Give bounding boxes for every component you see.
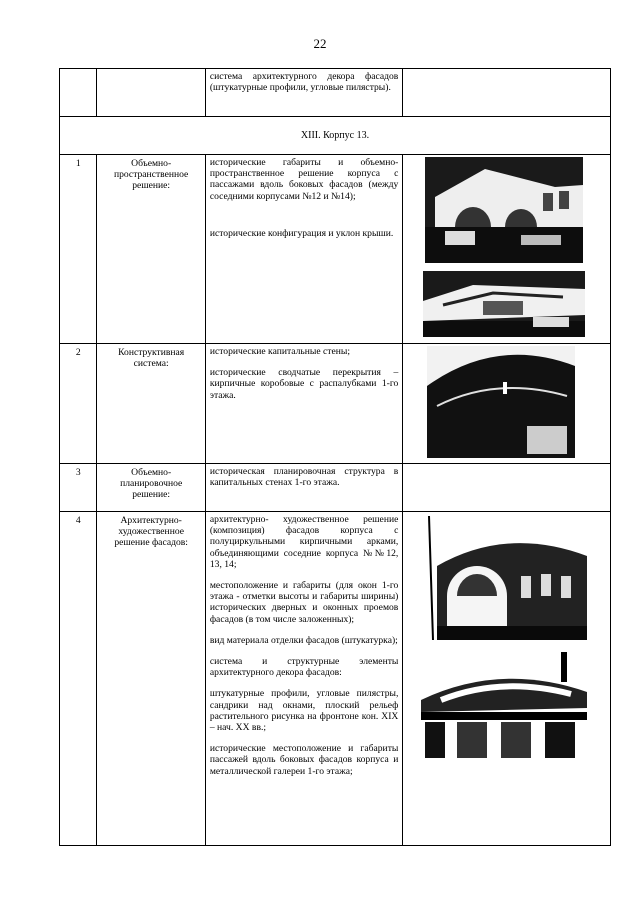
row-text [205, 464, 403, 512]
protection-table [59, 68, 611, 846]
cell-photo [403, 69, 611, 117]
row-number: 2 [60, 344, 97, 464]
row-photos [403, 344, 611, 464]
row-number: 1 [60, 155, 97, 344]
row-paragraph: исторические габариты и объемно-пространственное решение корпуса с пассажами вдоль боковых фасадов (между соседними корпусами №12 и №14); [209, 157, 399, 202]
cell-text [205, 69, 403, 117]
row-text [205, 155, 403, 344]
row-number: 3 [60, 464, 97, 512]
cell-photo [403, 464, 611, 512]
row-paragraph: исторические капитальные стены; [209, 346, 350, 357]
page-number: 22 [313, 36, 327, 51]
table-row [60, 512, 611, 846]
table-row [60, 155, 611, 344]
row-paragraph: архитектурно- художественное решение (композиция) фасадов корпуса с полуциркульными кирпичными арками, объединяющими соседние корпуса №№12, 13, 14; [209, 514, 399, 570]
continuation-text: система архитектурного декора фасадов (штукатурные профили, угловые пилястры). [209, 71, 399, 94]
row-paragraph: исторические сводчатые перекрытия – кирпичные коробовые с распалубками 1-го этажа. [209, 367, 399, 401]
row-number: 4 [60, 512, 97, 846]
row-text [205, 512, 403, 846]
section-header-row [60, 117, 611, 155]
building-photo [425, 157, 583, 263]
row-paragraph: исторические конфигурация и уклон крыши. [209, 227, 394, 239]
table-row-continuation [60, 69, 611, 117]
row-text [205, 344, 403, 464]
row-element-name: Архитектурно-художественное решение фасадов: [97, 512, 205, 846]
row-paragraph: вид материала отделки фасадов (штукатурка); [209, 634, 398, 646]
table-row [60, 464, 611, 512]
row-paragraph: историческая планировочная структура в капитальных стенах 1-го этажа. [209, 466, 399, 489]
table-row [60, 344, 611, 464]
row-photos [403, 155, 611, 344]
row-paragraph: исторические местоположение и габариты пассажей вдоль боковых фасадов корпуса и металлической галереи 1-го этажа; [209, 743, 399, 777]
cell-num [60, 69, 97, 117]
row-paragraph: местоположение и габариты (для окон 1-го этажа - отметки высоты и габариты ширины) исторических дверных и оконных проемов фасадов (в том числе заложенных); [209, 580, 399, 625]
vault-photo [427, 346, 575, 458]
row-paragraph: система и структурные элементы архитектурного декора фасадов: [209, 656, 399, 679]
section-title: XIII. Корпус 13. [60, 117, 611, 155]
row-paragraph: штукатурные профили, угловые пилястры, сандрики над окнами, плоский рельеф растительного рисунка на фронтоне кон. XIX – нач. XX вв.; [209, 688, 399, 734]
row-photos [403, 512, 611, 846]
cell-name [97, 69, 205, 117]
pediment-photo [411, 652, 591, 758]
row-element-name: Конструктивная система: [97, 344, 205, 464]
row-element-name: Объемно-пространственное решение: [97, 155, 205, 344]
facade-photo [417, 516, 587, 640]
roof-photo [423, 271, 585, 337]
row-element-name: Объемно-планировочное решение: [97, 464, 205, 512]
